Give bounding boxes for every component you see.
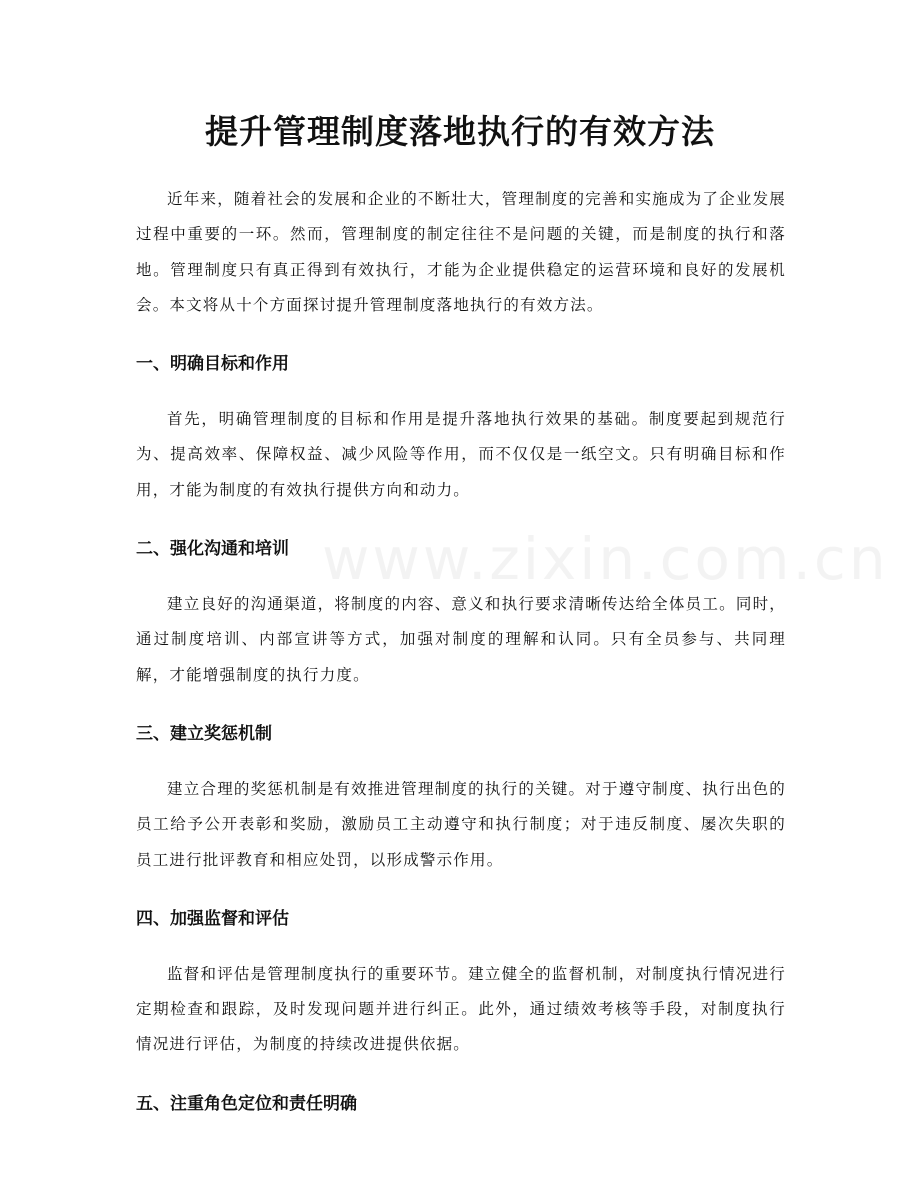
section-2 — [136, 536, 786, 693]
section-heading: 一、明确目标和作用 — [136, 354, 289, 375]
section-heading: 四、加强监督和评估 — [136, 908, 289, 929]
section-heading: 三、建立奖惩机制 — [136, 723, 272, 744]
section-paragraph: 监督和评估是管理制度执行的重要环节。建立健全的监督机制，对制度执行情况进行定期检查和跟踪，及时发现问题并进行纠正。此外，通过绩效考核等手段，对制度执行情况进行评估，为制度的持续改进提供依据。 — [136, 964, 786, 1054]
page-title: 提升管理制度落地执行的有效方法 — [205, 112, 715, 151]
section-4 — [136, 906, 786, 1063]
section-3 — [136, 721, 786, 878]
section-5 — [136, 1091, 786, 1117]
document-body — [136, 182, 889, 1117]
section-heading: 五、注重角色定位和责任明确 — [136, 1093, 357, 1114]
section-1 — [136, 351, 786, 508]
watermark: www.zixin.com.cn — [322, 525, 889, 593]
section-paragraph: 建立良好的沟通渠道，将制度的内容、意义和执行要求清晰传达给全体员工。同时，通过制度培训、内部宣讲等方式，加强对制度的理解和认同。只有全员参与、共同理解，才能增强制度的执行力度。 — [136, 595, 786, 684]
intro-paragraph: 近年来，随着社会的发展和企业的不断壮大，管理制度的完善和实施成为了企业发展过程中重要的一环。然而，管理制度的制定往往不是问题的关键，而是制度的执行和落地。管理制度只有真正得到有效执行，才能为企业提供稳定的运营环境和良好的发展机会。本文将从十个方面探讨提升管理制度落地执行的有效方法。 — [136, 190, 786, 314]
section-paragraph: 建立合理的奖惩机制是有效推进管理制度的执行的关键。对于遵守制度、执行出色的员工给予公开表彰和奖励，激励员工主动遵守和执行制度；对于违反制度、屡次失职的员工进行批评教育和相应处罚，以形成警示作用。 — [136, 779, 786, 869]
section-paragraph: 首先，明确管理制度的目标和作用是提升落地执行效果的基础。制度要起到规范行为、提高效率、保障权益、减少风险等作用，而不仅仅是一纸空文。只有明确目标和作用，才能为制度的有效执行提供方向和动力。 — [136, 410, 786, 499]
section-heading: 二、强化沟通和培训 — [136, 539, 289, 560]
